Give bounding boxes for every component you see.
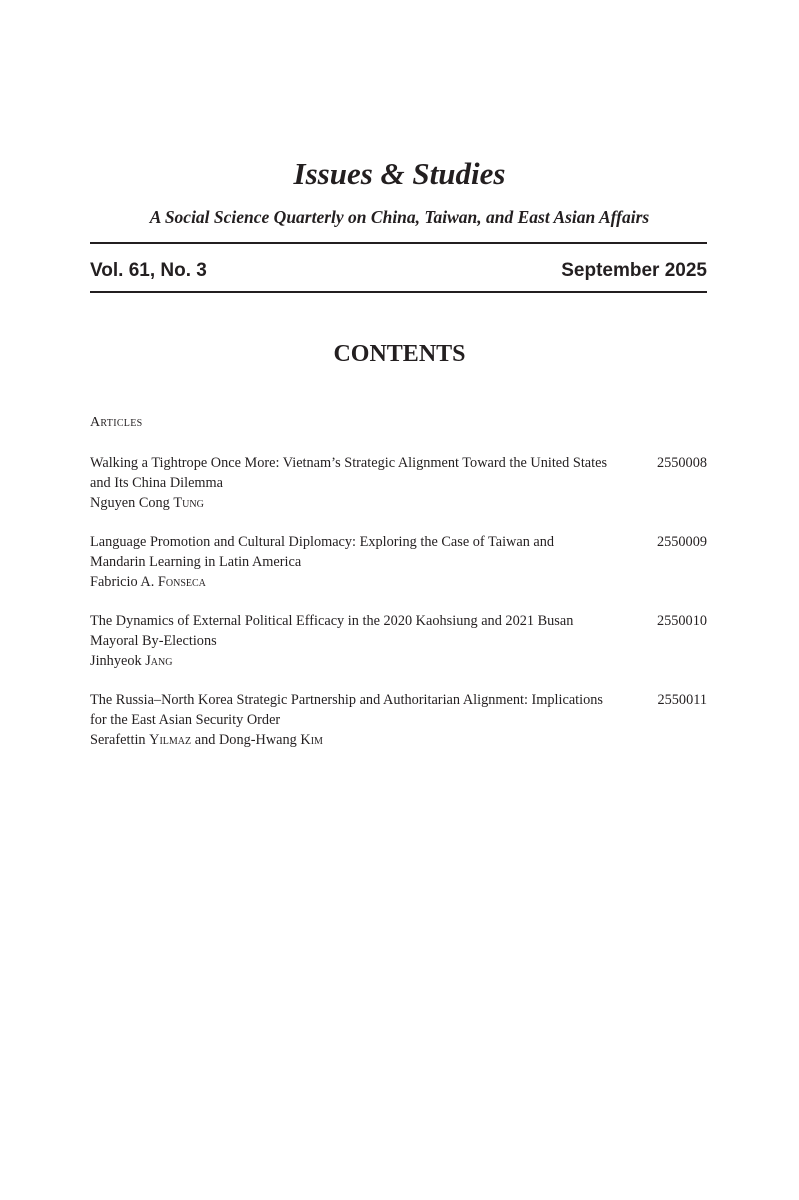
article-page-number: 2550011 (657, 692, 707, 708)
volume-issue: Vol. 61, No. 3 (90, 260, 207, 281)
author-connector: and (194, 732, 216, 748)
author-family-name: Jang (145, 653, 173, 669)
article-title[interactable]: Walking a Tightrope Once More: Vietnam’s Strategic Alignment Toward the United States and Its China Dilemma (90, 455, 608, 491)
top-rule (90, 242, 707, 244)
author-given-name: Jinhyeok (90, 653, 142, 669)
article-title[interactable]: The Dynamics of External Political Efficacy in the 2020 Kaohsiung and 2021 Busan Mayoral By-Elections (90, 613, 574, 649)
article-title[interactable]: The Russia–North Korea Strategic Partnership and Authoritarian Alignment: Implications for the East Asian Security Order (90, 692, 603, 728)
author-given-name: Nguyen Cong (90, 495, 170, 511)
contents-heading: CONTENTS (333, 341, 466, 367)
author-family-name: Tung (173, 495, 204, 511)
article-entry[interactable] (90, 690, 707, 750)
bottom-rule (90, 291, 707, 293)
article-entry[interactable] (90, 532, 707, 592)
article-authors (90, 493, 707, 513)
author-family-name: Fonseca (157, 574, 206, 590)
article-page-number: 2550008 (656, 455, 707, 471)
issue-line (90, 259, 707, 283)
article-list (90, 453, 707, 769)
author-family-name: Kim (300, 732, 323, 748)
author-given-name: Serafettin (90, 732, 146, 748)
article-entry[interactable] (90, 611, 707, 671)
journal-title: Issues & Studies (293, 156, 506, 191)
author-given-name: Dong-Hwang (218, 732, 297, 748)
article-page-number: 2550009 (656, 534, 707, 550)
section-label-articles: Articles (90, 415, 143, 430)
author-family-name: Yilmaz (149, 732, 192, 748)
article-page-number: 2550010 (656, 613, 707, 629)
article-title[interactable]: Language Promotion and Cultural Diplomacy: Exploring the Case of Taiwan and Mandarin Learning in Latin America (90, 534, 555, 570)
issue-date: September 2025 (561, 260, 707, 281)
article-entry[interactable] (90, 453, 707, 513)
article-authors (90, 572, 707, 592)
article-authors (90, 730, 707, 750)
article-authors (90, 651, 707, 671)
author-given-name: Fabricio A. (90, 574, 155, 590)
journal-subtitle: A Social Science Quarterly on China, Taiwan, and East Asian Affairs (149, 207, 650, 227)
